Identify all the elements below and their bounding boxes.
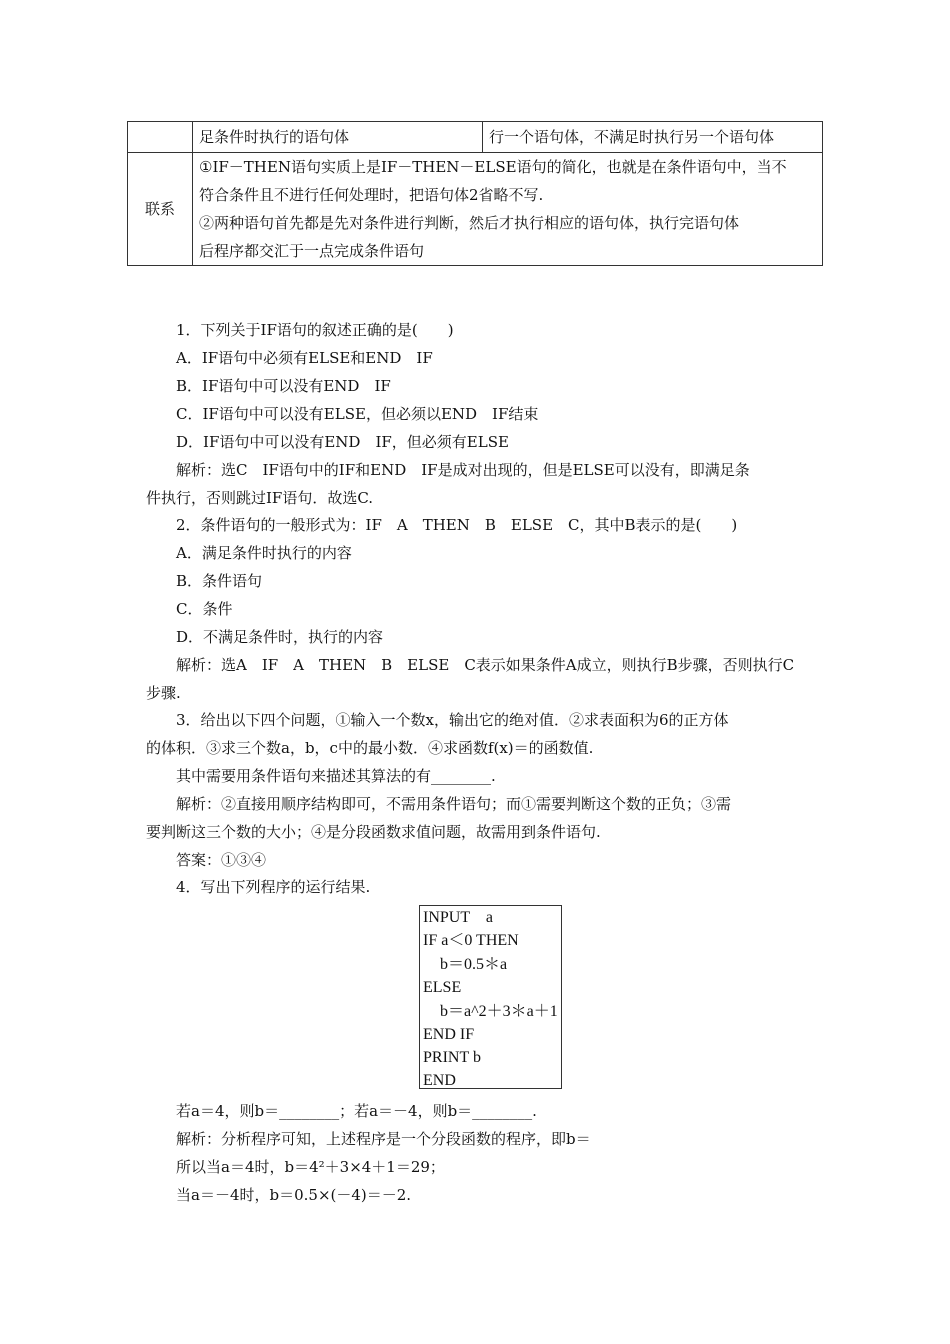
- q4-solution: 解析：分析程序可知，上述程序是一个分段函数的程序，即b＝: [176, 1130, 591, 1148]
- code-line: IF a＜0 THEN: [423, 932, 519, 949]
- q2-solution: 解析：选A IF A THEN B ELSE C表示如果条件A成立，则执行B步骤，否则执行C: [176, 656, 795, 674]
- relation-line: 符合条件且不进行任何处理时，把语句体2省略不写.: [199, 186, 544, 204]
- q2-option-a: A．满足条件时执行的内容: [176, 544, 352, 562]
- code-line: INPUT a: [423, 909, 493, 926]
- table-cell-label: 联系: [128, 153, 193, 266]
- code-line: b＝0.5＊a: [440, 956, 508, 973]
- q2-solution-cont: 步骤.: [146, 684, 181, 702]
- comparison-table: [127, 121, 823, 266]
- q2-option-c: C．条件: [176, 600, 233, 618]
- table-cell-relation: [193, 153, 823, 266]
- q3-stem: 3．给出以下四个问题，①输入一个数x，输出它的绝对值．②求表面积为6的正方体: [176, 711, 729, 729]
- q3-solution: 解析：②直接用顺序结构即可，不需用条件语句；而①需要判断这个数的正负；③需: [176, 795, 732, 813]
- q1-option-c: C．IF语句中可以没有ELSE，但必须以END IF结束: [176, 405, 539, 423]
- relation-line: ②两种语句首先都是先对条件进行判断，然后才执行相应的语句体，执行完语句体: [199, 214, 740, 232]
- q1-option-d: D．IF语句中可以没有END IF，但必须有ELSE: [176, 433, 509, 451]
- code-line: PRINT b: [423, 1049, 481, 1066]
- code-line: END IF: [423, 1026, 475, 1043]
- q1-option-a: A．IF语句中必须有ELSE和END IF: [176, 349, 433, 367]
- table-cell: 行一个语句体，不满足时执行另一个语句体: [483, 122, 823, 153]
- table-cell-label: [128, 122, 193, 153]
- code-line: b＝a^2＋3＊a＋1: [440, 1003, 558, 1020]
- q3-answer: 答案：①③④: [176, 851, 267, 869]
- q2-stem: 2．条件语句的一般形式为：IF A THEN B ELSE C，其中B表示的是( ): [176, 516, 738, 534]
- q3-solution-cont: 要判断这三个数的大小；④是分段函数求值问题，故需用到条件语句.: [146, 823, 601, 841]
- q3-stem-cont: 的体积．③求三个数a，b，c中的最小数．④求函数f(x)＝的函数值.: [146, 739, 594, 757]
- q3-stem-question: 其中需要用条件语句来描述其算法的有________.: [176, 767, 496, 785]
- program-code-box: [419, 905, 562, 1089]
- table-row: [128, 153, 823, 266]
- q1-solution-cont: 件执行，否则跳过IF语句．故选C.: [146, 489, 374, 507]
- q2-option-d: D．不满足条件时，执行的内容: [176, 628, 384, 646]
- q4-fill-blank: 若a＝4，则b＝________；若a＝－4，则b＝________.: [176, 1102, 537, 1120]
- relation-line: ①IF－THEN语句实质上是IF－THEN－ELSE语句的简化，也就是在条件语句中，当不: [199, 158, 787, 176]
- q1-stem: 1．下列关于IF语句的叙述正确的是( ): [176, 321, 454, 339]
- q1-solution: 解析：选C IF语句中的IF和END IF是成对出现的，但是ELSE可以没有，即满足条: [176, 461, 750, 479]
- code-line: END: [423, 1072, 456, 1089]
- q1-option-b: B．IF语句中可以没有END IF: [176, 377, 391, 395]
- code-line: ELSE: [423, 979, 462, 996]
- q4-solution-cont: 所以当a＝4时，b＝4²＋3×4＋1＝29；: [176, 1158, 445, 1176]
- relation-line: 后程序都交汇于一点完成条件语句: [199, 242, 425, 260]
- table-cell: 足条件时执行的语句体: [193, 122, 483, 153]
- q2-option-b: B．条件语句: [176, 572, 263, 590]
- q4-solution-cont: 当a＝－4时，b＝0.5×(－4)＝－2.: [176, 1186, 412, 1204]
- q4-stem: 4．写出下列程序的运行结果.: [176, 878, 371, 896]
- table-row: [128, 122, 823, 153]
